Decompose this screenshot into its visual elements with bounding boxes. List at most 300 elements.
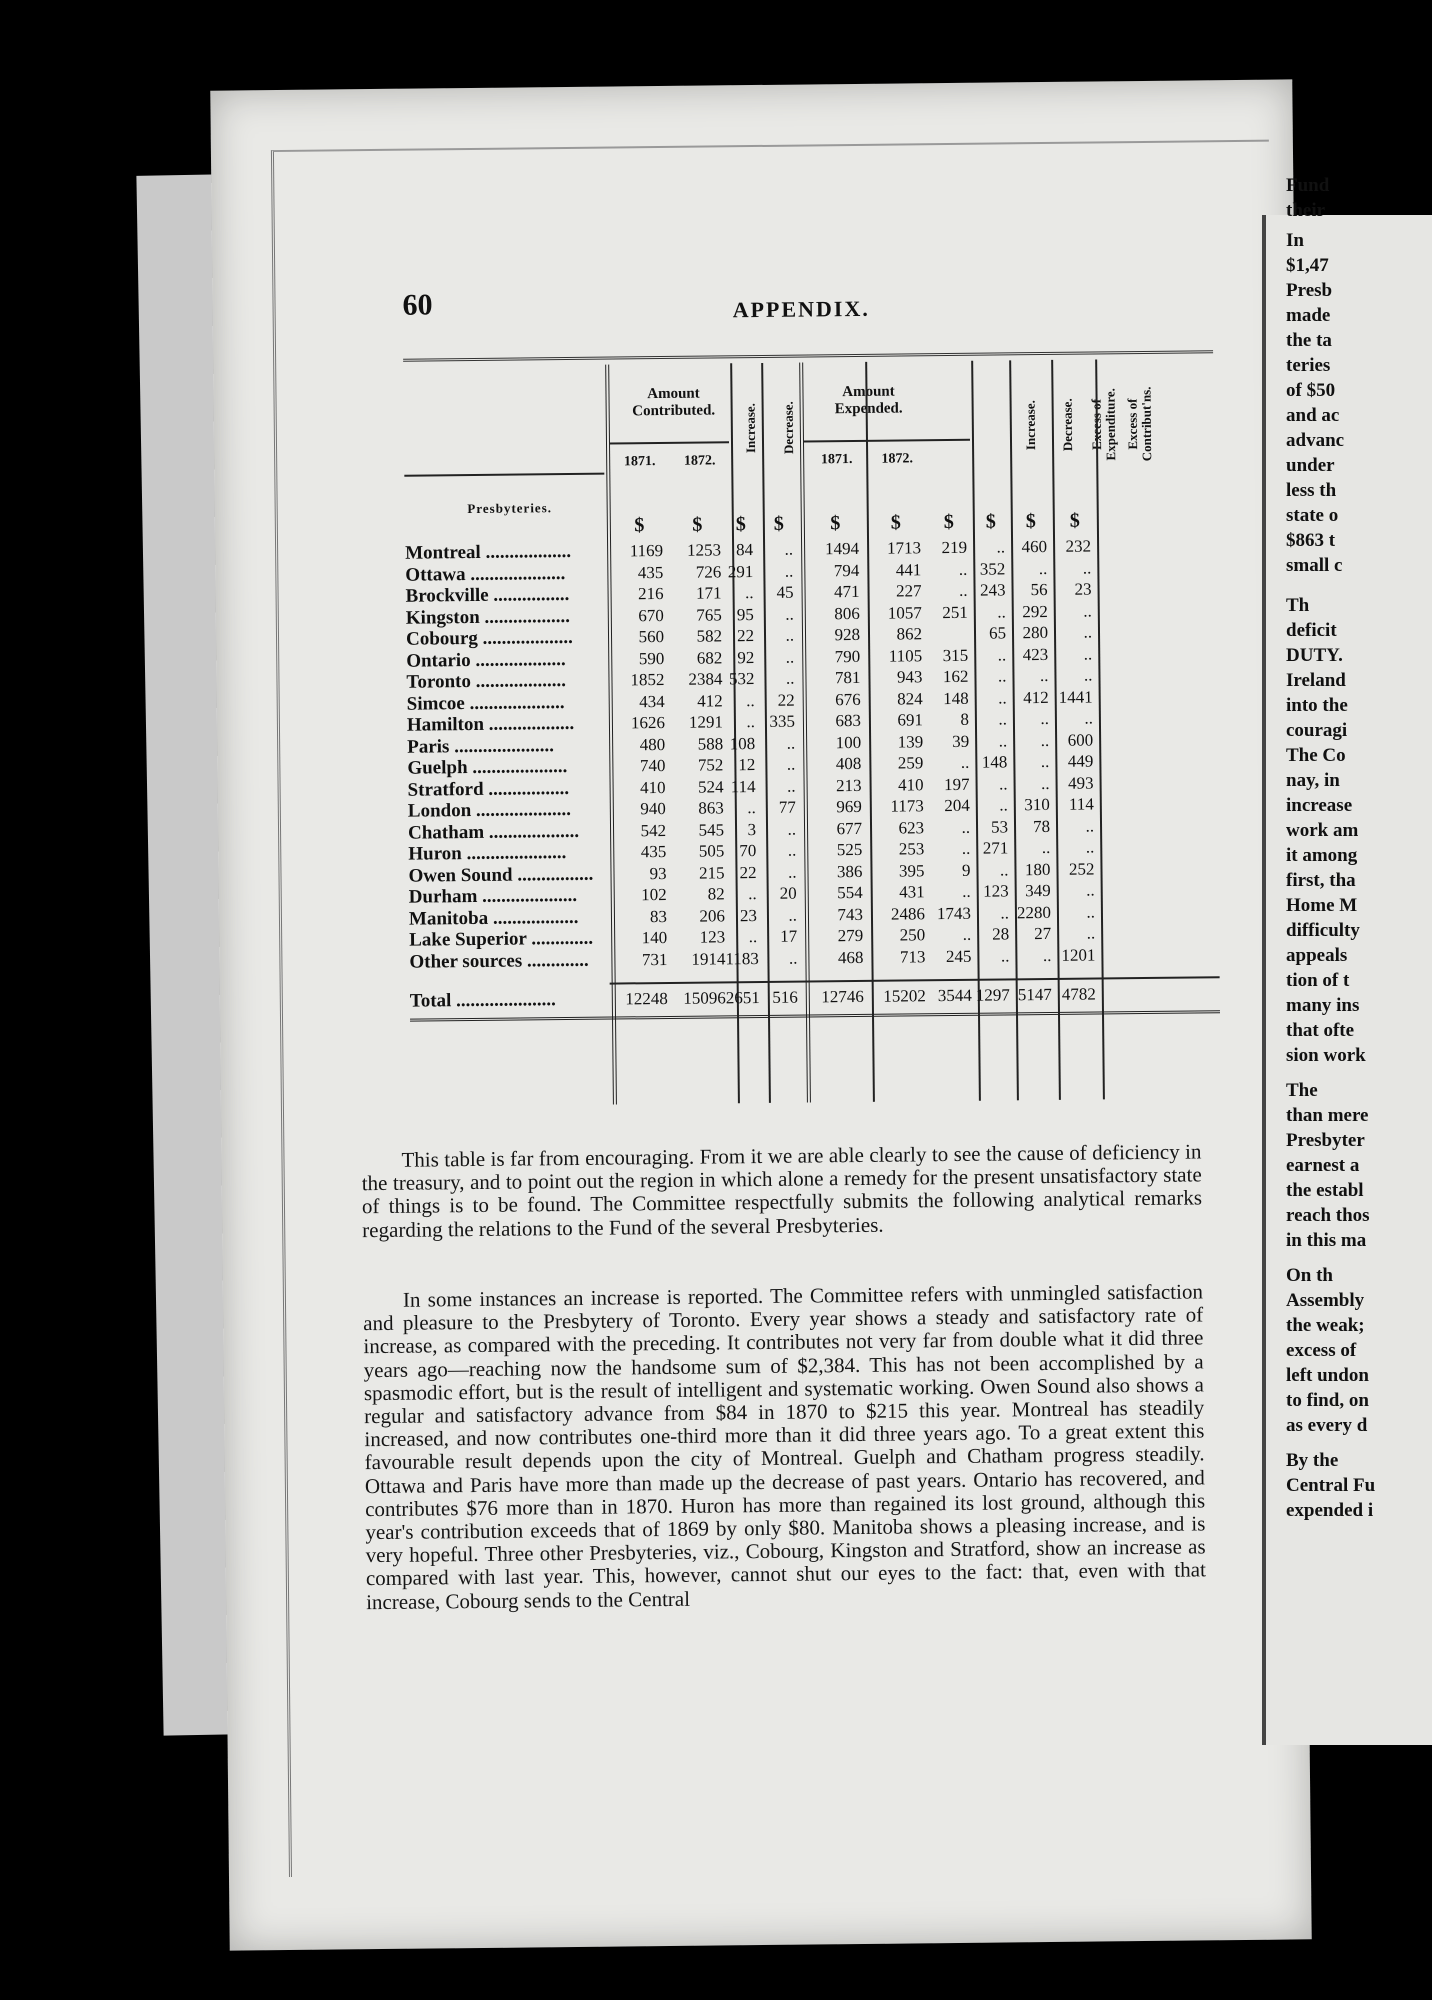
currency-symbol: $ <box>943 510 954 534</box>
opposite-page-line: many ins <box>1286 995 1360 1016</box>
page-number: 60 <box>402 288 433 322</box>
expended-decrease-header: Decrease. <box>1059 398 1076 452</box>
table-cell: 102 <box>641 884 667 905</box>
table-cell: 435 <box>637 562 664 582</box>
table-cell: 386 <box>836 861 863 881</box>
total-cell: 1297 <box>975 985 1010 1005</box>
table-cell: .. <box>784 539 794 559</box>
table-cell: 243 <box>979 580 1006 600</box>
table-cell: .. <box>1086 923 1096 943</box>
opposite-page-line: first, tha <box>1286 870 1356 891</box>
opposite-page-line: tion of t <box>1286 970 1350 991</box>
table-cell: 524 <box>698 776 724 797</box>
table-cell: 532 <box>728 669 755 689</box>
presbytery-name: Chatham ................... <box>407 820 580 844</box>
table-cell: 315 <box>942 645 969 665</box>
table-cell: .. <box>787 776 796 796</box>
excess-contributions-header: Excess of Contribut'ns. <box>1124 386 1155 462</box>
table-cell: 95 <box>736 604 754 624</box>
presbytery-name: Manitoba .................. <box>408 906 579 930</box>
opposite-page-line: advanc <box>1286 430 1345 451</box>
presbytery-name: Paris ..................... <box>407 734 554 758</box>
presbytery-name: London .................... <box>407 798 572 822</box>
table-cell: .. <box>748 884 757 904</box>
presbytery-name: Brockville ................ <box>405 583 570 607</box>
table-cell: 250 <box>899 925 926 945</box>
running-head: APPENDIX. <box>732 295 870 323</box>
opposite-page-line: Presb <box>1286 280 1333 301</box>
opposite-page-line: made <box>1286 305 1331 326</box>
opposite-page-line: reach thos <box>1286 1205 1370 1226</box>
table-cell: .. <box>1082 558 1092 578</box>
table-cell: .. <box>1039 665 1049 686</box>
opposite-page-line: In <box>1286 230 1304 251</box>
table-cell: 2486 <box>890 903 926 924</box>
table-cell: .. <box>748 927 758 947</box>
table-cell: 1173 <box>890 796 924 816</box>
table-cell: 259 <box>897 753 924 773</box>
table-cell: .. <box>785 668 795 688</box>
table-cell: .. <box>785 647 795 667</box>
table-cell: 1494 <box>825 538 860 559</box>
opposite-page-line: By the <box>1286 1450 1339 1471</box>
table-cell: .. <box>962 924 972 944</box>
amount-contributed-header: Amount Contributed. <box>632 385 716 420</box>
presbytery-name: Kingston .................. <box>405 605 571 629</box>
table-cell: 2280 <box>1016 902 1052 922</box>
table-cell: 93 <box>649 863 667 883</box>
opposite-page-line: deficit <box>1286 620 1337 641</box>
presbytery-name: Owen Sound ................ <box>408 863 594 887</box>
table-cell: 22 <box>736 626 755 646</box>
table-cell: 27 <box>1034 923 1052 944</box>
table-cell: 78 <box>1032 816 1051 836</box>
opposite-page-line: in this ma <box>1286 1230 1367 1251</box>
opposite-page-line: into the <box>1286 695 1348 716</box>
table-cell: 410 <box>640 777 666 797</box>
currency-symbol: $ <box>773 512 784 535</box>
opposite-page-line: their <box>1286 200 1326 221</box>
table-cell: 17 <box>780 926 798 946</box>
table-cell: 108 <box>729 733 756 753</box>
table-cell: 335 <box>769 711 796 731</box>
opposite-page-line: The Co <box>1286 745 1346 766</box>
header-rule <box>609 441 729 444</box>
opposite-page-line: the establ <box>1286 1180 1364 1201</box>
presbytery-name: Huron ..................... <box>408 842 567 865</box>
table-cell: 23 <box>739 905 758 925</box>
table-cell: 590 <box>638 648 665 668</box>
opposite-page-line: sion work <box>1286 1045 1366 1066</box>
table-cell: .. <box>787 862 797 882</box>
table-bottom-rule <box>410 1010 1220 1021</box>
table-cell: 480 <box>639 734 666 754</box>
table-cell <box>924 623 968 645</box>
table-cell: 23 <box>1074 579 1092 599</box>
presbytery-name: Durham .................... <box>408 884 578 908</box>
opposite-page-line: expended i <box>1286 1500 1374 1521</box>
table-cell: 22 <box>739 862 757 882</box>
table-cell: 279 <box>837 925 864 946</box>
table-cell: 9 <box>961 860 971 880</box>
table-cell: 940 <box>640 798 666 819</box>
table-cell: 863 <box>698 798 724 818</box>
table-cell: 53 <box>990 816 1009 837</box>
opposite-page-line: it among <box>1286 845 1358 866</box>
total-rule <box>610 976 1220 984</box>
total-cell: 516 <box>772 987 798 1007</box>
excess-expenditure-header: Excess of Expenditure. <box>1088 388 1119 461</box>
table-cell: 670 <box>638 605 664 625</box>
table-cell: 794 <box>833 560 860 580</box>
opposite-page-fragment <box>1262 175 1432 1745</box>
table-cell: .. <box>961 838 971 858</box>
presbytery-name: Lake Superior ............. <box>409 927 594 951</box>
table-cell: 123 <box>983 881 1009 901</box>
table-cell: .. <box>958 559 968 579</box>
total-cell: 3544 <box>937 985 972 1006</box>
table-cell: 1914 <box>691 948 726 969</box>
table-cell: 431 <box>899 882 925 902</box>
table-cell: .. <box>747 798 756 818</box>
table-cell: 743 <box>837 904 864 924</box>
table-cell: 542 <box>640 820 667 840</box>
table-cell: .. <box>998 709 1008 729</box>
table-cell: 560 <box>638 626 665 647</box>
header-rule <box>804 439 970 443</box>
table-cell: 412 <box>697 690 723 711</box>
table-cell: .. <box>784 561 794 581</box>
table-cell: 1626 <box>630 712 666 733</box>
table-cell: .. <box>1084 708 1094 728</box>
table-cell: 83 <box>649 906 668 926</box>
opposite-page-line: Presbyter <box>1286 1130 1365 1151</box>
presbytery-name: Cobourg ................... <box>405 626 573 650</box>
currency-symbol: $ <box>692 513 703 536</box>
presbytery-name: Toronto ................... <box>406 670 567 693</box>
table-cell: 441 <box>895 559 922 580</box>
total-cell: 15202 <box>883 986 926 1006</box>
table-cell: 148 <box>943 688 969 708</box>
table-cell: 434 <box>639 691 665 711</box>
opposite-page-line: $863 t <box>1286 530 1336 551</box>
table-cell: .. <box>1038 558 1048 578</box>
table-cell: .. <box>1083 601 1092 621</box>
opposite-page-line: nay, in <box>1286 770 1340 791</box>
table-cell: 92 <box>737 647 755 667</box>
table-cell: 505 <box>698 841 725 861</box>
table-cell: 1105 <box>888 645 923 666</box>
opposite-page-line: work am <box>1286 820 1359 841</box>
table-cell: 683 <box>835 710 862 731</box>
table-cell: 468 <box>837 947 864 967</box>
table-cell: 216 <box>637 583 664 604</box>
presbytery-name: Montreal .................. <box>405 540 572 564</box>
opposite-page-line: excess of <box>1286 1340 1357 1361</box>
table-cell: 806 <box>834 603 860 623</box>
table-cell: .. <box>999 795 1008 815</box>
table-cell: 740 <box>639 755 666 776</box>
total-cell: 5147 <box>1017 984 1052 1005</box>
table-cell: 1183 <box>725 948 759 968</box>
table-cell: 408 <box>835 753 862 774</box>
table-cell: 726 <box>695 561 722 582</box>
amount-expended-header: Amount Expended. <box>834 383 903 418</box>
currency-symbol: $ <box>830 512 841 535</box>
table-cell: .. <box>746 712 756 732</box>
contributed-year-1871: 1871. <box>623 454 656 470</box>
table-cell: 204 <box>944 795 970 816</box>
table-cell: 8 <box>960 709 970 729</box>
presbyteries-header: Presbyteries. <box>467 500 553 517</box>
table-cell: 65 <box>988 623 1007 643</box>
total-cell: 15096 <box>683 988 726 1008</box>
table-cell: .. <box>1083 644 1093 664</box>
table-cell: 969 <box>836 796 862 817</box>
opposite-page-line: state o <box>1286 505 1339 526</box>
table-cell: 713 <box>899 946 926 967</box>
table-cell: 824 <box>897 688 923 709</box>
table-cell: 600 <box>1067 730 1094 750</box>
table-cell: .. <box>958 580 968 600</box>
table-cell: 781 <box>834 667 861 688</box>
opposite-page-line: Th <box>1286 595 1310 616</box>
table-cell: 28 <box>992 924 1010 944</box>
opposite-page-line: than mere <box>1286 1105 1369 1126</box>
table-cell: 1743 <box>936 903 972 923</box>
table-cell: .. <box>996 537 1006 557</box>
total-cell: 4782 <box>1061 984 1096 1004</box>
table-cell: 114 <box>730 776 756 796</box>
table-cell: 582 <box>696 626 723 646</box>
table-cell: 676 <box>835 689 861 709</box>
table-cell: 493 <box>1067 773 1094 793</box>
opposite-page-line: The <box>1286 1080 1318 1101</box>
opposite-page-line: increase <box>1286 795 1353 816</box>
table-cell: .. <box>998 730 1008 750</box>
table-cell: 20 <box>779 883 797 903</box>
table-cell: 460 <box>1021 536 1048 557</box>
table-cell: 471 <box>833 581 860 602</box>
table-cell: 22 <box>777 690 795 710</box>
table-cell: 252 <box>1068 859 1095 879</box>
presbytery-fund-table <box>403 358 1221 1106</box>
table-cell: 1253 <box>687 540 722 560</box>
presbytery-name: Guelph .................... <box>407 756 568 779</box>
table-cell: 623 <box>898 817 925 838</box>
presbytery-name: Ontario ................... <box>406 648 566 672</box>
table-cell: 139 <box>897 731 924 752</box>
table-cell: .. <box>1083 622 1093 642</box>
opposite-page-line: $1,47 <box>1286 255 1329 276</box>
table-cell: 253 <box>898 839 925 859</box>
table-cell: .. <box>788 948 798 968</box>
table-cell: .. <box>961 817 971 837</box>
table-cell: 1057 <box>887 602 922 623</box>
total-label: Total ..................... <box>409 989 556 1012</box>
table-cell: 2384 <box>688 669 723 689</box>
table-cell: 77 <box>778 797 796 817</box>
table-cell: 213 <box>835 775 862 795</box>
table-cell: 752 <box>697 755 724 775</box>
presbytery-name: Simcoe .................... <box>406 691 565 715</box>
table-cell: .. <box>785 625 795 645</box>
header-rule <box>404 473 604 477</box>
table-cell: 554 <box>837 882 863 903</box>
presbytery-name: Ottawa .................... <box>405 562 566 586</box>
total-cell: 12746 <box>821 986 864 1007</box>
currency-symbol: $ <box>1069 509 1080 532</box>
table-cell: 271 <box>982 838 1009 858</box>
table-cell: .. <box>1086 901 1096 922</box>
table-cell: 412 <box>1023 687 1049 707</box>
table-cell: 1441 <box>1058 687 1093 707</box>
table-cell: 180 <box>1024 859 1051 879</box>
table-cell: .. <box>997 644 1007 665</box>
currency-symbol: $ <box>1025 510 1036 533</box>
table-cell: 12 <box>738 755 756 775</box>
opposite-page-line: the ta <box>1286 330 1332 351</box>
table-cell: 171 <box>695 583 722 603</box>
table-cell: .. <box>1086 880 1095 900</box>
table-cell: 140 <box>641 927 668 948</box>
table-cell: .. <box>960 752 970 772</box>
table-cell: 765 <box>696 604 722 625</box>
table-cell: 1713 <box>887 538 922 558</box>
table-cell: 943 <box>896 667 923 687</box>
table-cell: .. <box>1040 751 1050 772</box>
table-cell: 206 <box>699 905 726 926</box>
table-cell: .. <box>1085 816 1095 836</box>
table-cell: 682 <box>696 647 723 668</box>
table-cell: 310 <box>1024 794 1050 815</box>
table-cell: .. <box>1041 837 1051 858</box>
currency-symbol: $ <box>985 510 996 533</box>
opposite-page-line: Ireland <box>1286 670 1346 691</box>
table-cell: 691 <box>897 710 924 730</box>
contributed-increase-header: Increase. <box>742 403 759 454</box>
table-cell: .. <box>1040 773 1050 793</box>
table-cell: 1169 <box>629 540 664 561</box>
opposite-page-line: couragi <box>1286 720 1348 741</box>
opposite-page-line: that ofte <box>1286 1020 1355 1041</box>
opposite-page-line: as every d <box>1286 1415 1368 1436</box>
table-cell: .. <box>744 583 754 603</box>
opposite-page-line: Home M <box>1286 895 1358 916</box>
table-cell: .. <box>1000 902 1010 922</box>
table-cell: 352 <box>979 558 1006 579</box>
table-cell: 423 <box>1022 644 1049 664</box>
table-cell: 291 <box>727 561 754 581</box>
table-cell: 45 <box>776 582 794 602</box>
table-cell: 410 <box>897 774 924 795</box>
table-cell: 232 <box>1065 536 1092 556</box>
opposite-page-line: Central Fu <box>1286 1475 1376 1496</box>
paragraph-1: This table is far from encouraging. From it we are able clearly to see the cause of deficiency in the treasury, and to point out the region in which alone a remedy for the present unsatisfactory state of things is to be found. The Committee respectfully submits the following analytical remarks regarding the relations to the Fund of the several Presbyteries. <box>361 1139 1203 1242</box>
table-cell: .. <box>1000 945 1010 965</box>
table-cell: 245 <box>945 946 972 966</box>
table-cell: 525 <box>836 839 863 860</box>
opposite-page-line: Fund <box>1286 175 1330 196</box>
opposite-page-line: less th <box>1286 480 1337 501</box>
table-cell: 435 <box>640 841 667 862</box>
table-cell: .. <box>962 881 971 901</box>
opposite-page-line: Assembly <box>1286 1290 1365 1311</box>
table-cell: 227 <box>895 581 922 601</box>
table-cell: 197 <box>943 774 970 794</box>
table-cell: 928 <box>834 624 861 645</box>
total-cell: 2651 <box>725 988 760 1008</box>
table-cell: .. <box>997 666 1007 686</box>
table-cell: 251 <box>942 602 968 622</box>
table-cell: 862 <box>896 624 923 644</box>
table-cell: .. <box>785 604 794 624</box>
opposite-page-line: difficulty <box>1286 920 1360 941</box>
table-cell: 100 <box>835 732 862 752</box>
table-cell: .. <box>788 905 798 925</box>
table-cell: .. <box>786 733 796 753</box>
opposite-page-line: and ac <box>1286 405 1340 426</box>
table-cell: 114 <box>1068 794 1094 814</box>
table-cell: 39 <box>952 731 970 751</box>
table-cell: .. <box>787 840 797 860</box>
table-cell: .. <box>1040 708 1050 729</box>
expended-year-1871: 1871. <box>820 452 853 468</box>
table-cell: 3 <box>747 819 757 839</box>
table-cell: .. <box>786 754 796 774</box>
presbytery-name: Other sources ............. <box>409 949 589 973</box>
table-cell: 545 <box>698 819 725 840</box>
table-cell: 677 <box>836 818 863 838</box>
opposite-page-line: On th <box>1286 1265 1333 1286</box>
table-cell: .. <box>1040 730 1050 750</box>
paragraph-2: In some instances an increase is reported. The Committee refers with unmingled satisfaction and pleasure to the Presbytery of Toronto. Every year shows a steady and satisfactory rate of increase, as compared with the preceding. It contributes not very far from double what it did three years ago—reaching now the handsome sum of $2,384. This has not been accomplished by a spasmodic effort, but is the result of intelligent and systematic working. Owen Sound also shows a regular and satisfactory advance from $84 in 1870 to $215 this year. Montreal has steadily increased, and now contributes one-third more than it did three years ago. To a great extent this favourable result depends upon the city of Montreal. Guelph and Chatham progress steadily. Ottawa and Paris have more than made up the decrease of past years. Ontario has recovered, and contributes $76 more than in 1870. Huron has more than regained its lost ground, although this year's contribution exceeds that of 1869 by only $80. Manitoba shows a pleasing increase, and is very hopeful. Three other Presbyteries, viz., Cobourg, Kingston and Stratford, show an increase as compared with last year. This, however, cannot shut our eyes to the fact: that, even with that increase, Cobourg sends to the Central <box>363 1279 1206 1614</box>
table-cell: 449 <box>1067 751 1094 771</box>
opposite-page-line: left undon <box>1286 1365 1369 1386</box>
expended-year-1872: 1872. <box>881 451 914 467</box>
opposite-page-line: to find, on <box>1286 1390 1369 1411</box>
table-cell: 790 <box>834 646 861 666</box>
opposite-page-line: DUTY. <box>1286 645 1343 666</box>
table-cell: 395 <box>898 860 925 881</box>
currency-symbol: $ <box>634 514 645 537</box>
table-cell: 70 <box>739 841 757 861</box>
opposite-page-line: appeals <box>1286 945 1348 966</box>
table-cell: 148 <box>981 752 1008 772</box>
table-cell: 84 <box>736 540 754 560</box>
table-cell: 162 <box>942 666 969 687</box>
table-cell: 56 <box>1030 579 1048 600</box>
table-cell: 219 <box>941 537 968 558</box>
table-cell: 1852 <box>630 669 665 690</box>
table-cell: 292 <box>1022 601 1048 621</box>
table-cell: .. <box>997 601 1006 622</box>
table-cell: 731 <box>641 949 668 969</box>
table-cell: 588 <box>697 733 724 754</box>
table-cell: 215 <box>698 862 725 883</box>
presbytery-name: Hamilton .................. <box>406 712 575 736</box>
currency-symbol: $ <box>735 513 746 536</box>
table-cell: .. <box>999 859 1009 879</box>
table-cell: 1201 <box>1061 944 1096 965</box>
table-cell: .. <box>998 773 1008 793</box>
expended-increase-header: Increase. <box>1022 400 1039 451</box>
table-cell: 349 <box>1025 880 1051 901</box>
opposite-page-line: the weak; <box>1286 1315 1365 1336</box>
book-page <box>210 79 1311 1950</box>
opposite-page-line: small c <box>1286 555 1343 576</box>
contributed-decrease-header: Decrease. <box>780 401 797 455</box>
